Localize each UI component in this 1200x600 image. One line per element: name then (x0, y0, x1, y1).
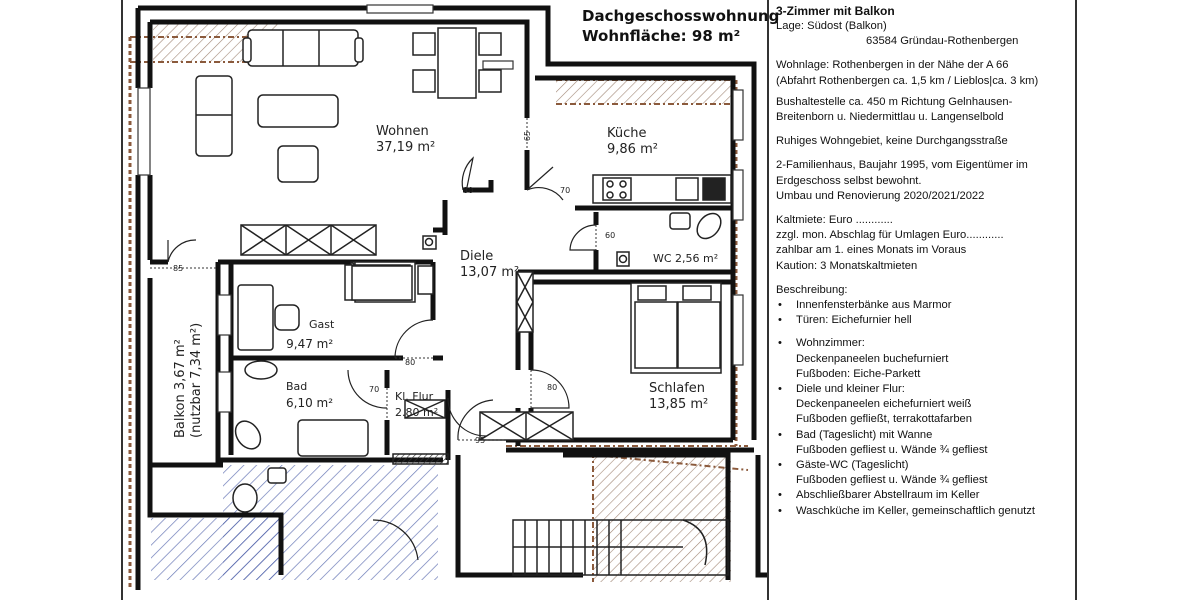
room-area: 13,07 m² (460, 265, 520, 280)
room-area: 37,19 m² (376, 140, 436, 155)
dim-balkon-door: 85 (173, 264, 184, 273)
room-area: 9,47 m² (286, 337, 334, 351)
floor-plan-drawing (123, 0, 767, 600)
feature-item (776, 428, 1072, 458)
service-charges: zzgl. mon. Abschlag für Umlagen Euro............ (776, 229, 1004, 242)
room-name: Balkon 3,67 m² (173, 339, 188, 438)
room-name: Bad (286, 380, 308, 393)
listing-heading: 3-Zimmer mit Balkon (776, 4, 895, 18)
room-name: Wohnen (376, 124, 429, 139)
room-area: 9,86 m² (607, 142, 658, 157)
feature-item (776, 382, 1072, 428)
feature-text: • Diele und kleiner Flur: (796, 383, 905, 396)
feature-list (776, 298, 1072, 519)
feature-text: • Innenfensterbänke aus Marmor (796, 299, 952, 312)
dim-bad-door: 70 (369, 385, 380, 394)
room-label-diele (460, 249, 519, 281)
dim-schlafen-door: 80 (547, 383, 558, 392)
wohnlage-line-2: (Abfahrt Rothenbergen ca. 1,5 km / Lieblos|ca. 3 km) (776, 74, 1039, 87)
feature-item (776, 488, 1072, 503)
feature-item (776, 313, 1072, 328)
column-divider (767, 0, 769, 600)
plan-living-area: Wohnfläche: 98 m² (582, 27, 741, 45)
listing-description (776, 4, 1072, 519)
feature-item (776, 458, 1072, 488)
payment-terms: zahlbar am 1. eines Monats im Voraus (776, 244, 967, 257)
room-area: 2.80 m² (395, 406, 439, 419)
house-line-1: 2-Familienhaus, Baujahr 1995, vom Eigentümer im (776, 159, 1028, 172)
room-name: Schlafen (649, 381, 706, 396)
room-label-wc: WC 2,56 m² (653, 252, 719, 265)
quiet-area: Ruhiges Wohngebiet, keine Durchgangsstraße (776, 135, 1008, 148)
room-label-gast (286, 317, 335, 352)
feature-detail: Fußboden gefließt, terrakottafarben (796, 413, 972, 426)
plan-title (582, 6, 779, 46)
room-name: Küche (607, 126, 647, 141)
deposit: Kaution: 3 Monatskaltmieten (776, 259, 918, 272)
feature-text: • Türen: Eichefurnier hell (796, 314, 912, 327)
feature-item (776, 504, 1072, 519)
feature-detail: Fußboden: Eiche-Parkett (796, 367, 921, 380)
wohnlage-line-1: Wohnlage: Rothenbergen in der Nähe der A 66 (776, 59, 1009, 72)
feature-text: • Wohnzimmer: (796, 337, 865, 350)
room-area: 6,10 m² (286, 396, 334, 410)
bus-line-2: Breitenborn u. Niedermittlau u. Langenselbold (776, 111, 1004, 124)
description-title: Beschreibung: (776, 283, 848, 296)
house-line-3: Umbau und Renovierung 2020/2021/2022 (776, 189, 985, 202)
room-label-kl-flur (395, 389, 438, 421)
room-label-balkon (173, 323, 205, 438)
cold-rent: Kaltmiete: Euro ............ (776, 214, 893, 227)
room-name: Diele (460, 249, 494, 264)
room-area: 13,85 m² (649, 397, 709, 412)
bus-line-1: Bushaltestelle ca. 450 m Richtung Gelnhausen- (776, 95, 1013, 108)
plan-title-line: Dachgeschosswohnung (582, 7, 780, 25)
room-name: Kl. Flur (395, 390, 434, 403)
dim-gast-door: 80 (405, 358, 416, 367)
feature-item (776, 298, 1072, 313)
room-name: Gast (309, 318, 335, 331)
room-label-wohnen (376, 124, 435, 156)
feature-text: • Bad (Tageslicht) mit Wanne (796, 428, 933, 441)
room-area-usable: (nutzbar 7,34 m²) (189, 322, 204, 438)
room-label-schlafen (649, 381, 708, 413)
dim-passage: 65 (523, 130, 533, 142)
floor-plan (123, 0, 767, 600)
room-label-bad (286, 379, 333, 411)
location-orientation: Lage: Südost (Balkon) (776, 20, 887, 32)
house-line-2: Erdgeschoss selbst bewohnt. (776, 174, 922, 187)
feature-detail: Fußboden gefliest u. Wände ¾ gefliest (796, 474, 988, 487)
dim-kueche-door: 70 (560, 186, 571, 195)
dim-wohnen-door: 80 (463, 186, 474, 195)
feature-detail: Deckenpaneelen eichefurniert weiß (796, 398, 972, 411)
feature-text: • Waschküche im Keller, gemeinschaftlich genutzt (796, 504, 1035, 517)
feature-text: • Abschließbarer Abstellraum im Keller (796, 489, 980, 502)
room-label-kueche (607, 126, 658, 158)
dim-wc-door: 60 (605, 231, 616, 240)
address: 63584 Gründau-Rothenbergen (866, 35, 1019, 48)
feature-text: • Gäste-WC (Tageslicht) (796, 459, 909, 472)
feature-detail: Deckenpaneelen buchefurniert (796, 352, 949, 365)
feature-item (776, 336, 1072, 382)
dim-entry-door: 95 (475, 436, 486, 445)
feature-detail: Fußboden gefliest u. Wände ¾ gefliest (796, 443, 988, 456)
